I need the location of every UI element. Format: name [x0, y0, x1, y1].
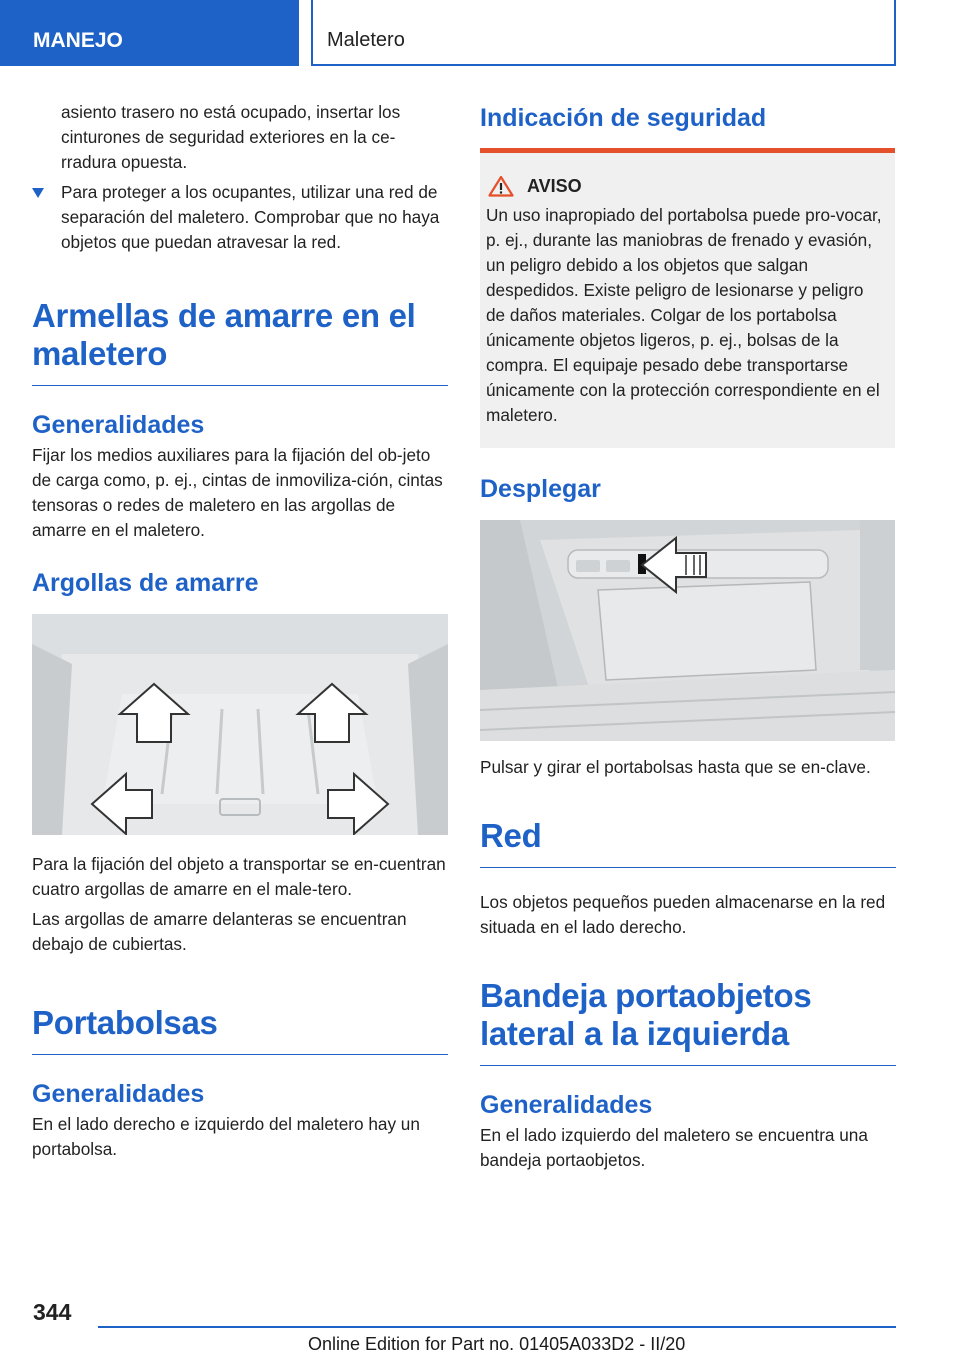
header-chapter-title: Maletero [311, 0, 896, 66]
heading-bandeja: Bandeja portaobjetos lateral a la izquierda [480, 977, 896, 1066]
paragraph-generalidades-2: En el lado derecho e izquierdo del maletero hay un portabolsa. [32, 1114, 420, 1159]
paragraph-desplegar: Pulsar y girar el portabolsas hasta que se en‐clave. [480, 757, 871, 777]
paragraph-red: Los objetos pequeños pueden almacenarse en la red situada en el lado derecho. [480, 892, 886, 937]
bag-hook-illustration [480, 520, 895, 741]
heading-red: Red [480, 817, 896, 868]
warning-text: Un uso inapropiado del portabolsa puede pro‐vocar, p. ej., durante las maniobras de frenado y evasión, un peligro debido a los objetos que salgan despedidos. Existe peligro de lesionarse y peligro de daños materiales. Colgar de los portabolsa únicamente objetos ligeros, p. ej., bolsas de la compra. El equipaje pesado debe transportarse únicamente con la protección correspondiente en el maletero. [486, 205, 882, 425]
heading-portabolsas: Portabolsas [32, 1004, 448, 1055]
paragraph-generalidades-3: En el lado izquierdo del maletero se encuentra una bandeja portaobjetos. [480, 1125, 868, 1170]
page-number: 344 [33, 1299, 72, 1325]
paragraph-argollas-1: Para la fijación del objeto a transportar se en‐cuentran cuatro argollas de amarre en el male‐tero. [32, 854, 446, 899]
heading-argollas: Argollas de amarre [32, 569, 259, 597]
bullet-triangle-icon [32, 188, 44, 198]
paragraph-generalidades-1: Fijar los medios auxiliares para la fijación del ob‐jeto de carga como, p. ej., cintas de inmoviliza‐ción, cintas tensoras o redes de maletero en las argollas de amarre en el maletero. [32, 445, 443, 540]
footer-divider [98, 1326, 896, 1328]
continued-paragraph: asiento trasero no está ocupado, insertar los cinturones de seguridad exteriores en la ce‐rradura opuesta. [61, 102, 401, 172]
heading-generalidades-1: Generalidades [32, 411, 205, 439]
footer-edition-text: Online Edition for Part no. 01405A033D2 - II/20 [308, 1334, 686, 1354]
paragraph-argollas-2: Las argollas de amarre delanteras se encuentran debajo de cubiertas. [32, 909, 407, 954]
heading-generalidades-3: Generalidades [480, 1091, 653, 1119]
heading-seguridad: Indicación de seguridad [480, 104, 767, 132]
right-column [480, 100, 896, 1173]
heading-armellas: Armellas de amarre en el maletero [32, 297, 448, 386]
list-item-text: Para proteger a los ocupantes, utilizar una red de separación del maletero. Comprobar que no haya objetos que puedan atravesar la red. [61, 182, 440, 252]
warning-triangle-icon [488, 175, 514, 197]
list-item [32, 180, 448, 255]
warning-label: AVISO [527, 175, 582, 196]
warning-box [480, 148, 895, 448]
left-column [32, 100, 448, 1162]
warning-header [486, 175, 887, 197]
trunk-tiedown-illustration [32, 614, 448, 835]
heading-desplegar: Desplegar [480, 475, 601, 503]
header-section-tab[interactable]: MANEJO [0, 0, 299, 66]
heading-generalidades-2: Generalidades [32, 1080, 205, 1108]
